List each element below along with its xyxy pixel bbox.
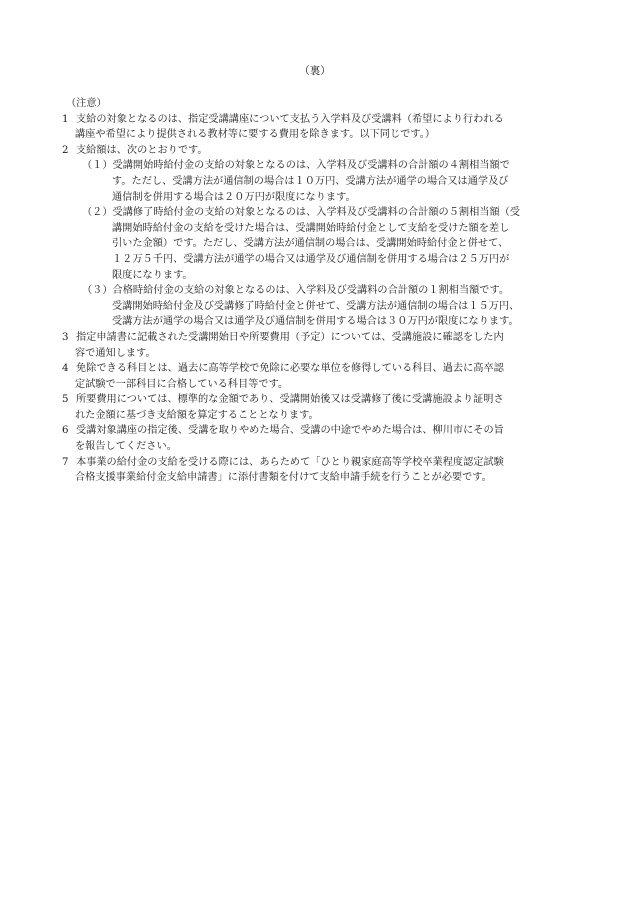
sub-item-text: １２万５千円、受講方法が通学の場合又は通学及び通信制を併用する場合は２５万円が — [112, 253, 510, 265]
note-item-5 — [62, 392, 572, 423]
sub-item-text: （１）受講開始時給付金の支給の対象となるのは、入学料及び受講料の合計額の４割相当額で — [82, 160, 510, 172]
note-item-7 — [62, 455, 572, 486]
note-number: 4 — [62, 363, 69, 375]
note-number: 6 — [62, 425, 69, 437]
note-item-4 — [62, 361, 572, 392]
note-text: 本事業の給付金の支給を受ける際には、あらためて「ひとり親家庭高等学校卒業程度認定試験 — [76, 456, 504, 468]
sub-item-text: 講開始時給付金の支給を受けた場合は、受講開始時給付金として支給を受けた額を差し — [112, 222, 510, 234]
note-text: 所要費用については、標準的な金額であり、受講開始後又は受講修了後に受講施設より証明さ — [76, 394, 504, 406]
note-number: 7 — [62, 456, 69, 468]
note-text: を報告してください。 — [75, 441, 177, 453]
sub-item-text: 引いた金額）です。ただし、受講方法が通信制の場合は、受講開始時給付金と併せて、 — [112, 238, 509, 250]
sub-item-2 — [62, 205, 572, 283]
note-text: 講座や希望により提供される教材等に要する費用を除きます。以下同じです。） — [75, 129, 436, 141]
sub-item-text: す。ただし、受講方法が通信制の場合は１０万円、受講方法が通学の場合又は通学及び — [112, 175, 509, 187]
note-text: 合格支援事業給付金支給申請書」に添付書類を付けて支給申請手続を行うことが必要です。 — [75, 472, 492, 484]
note-item-1 — [62, 112, 572, 143]
sub-item-3 — [62, 283, 572, 330]
sub-item-text: （３）合格時給付金の支給の対象となるのは、入学料及び受講料の合計額の１割相当額です。 — [82, 285, 510, 297]
note-text: 支給額は、次のとおりです。 — [76, 144, 208, 156]
note-text: 免除できる科目とは、過去に高等学校で免除に必要な単位を修得している科目、過去に高卒認 — [76, 363, 504, 375]
sub-item-text: 受講方法が通学の場合又は通学及び通信制を併用する場合は３０万円が限度になります。 — [112, 316, 519, 328]
note-number: 1 — [62, 113, 69, 125]
note-text: 受講対象講座の指定後、受講を取りやめた場合、受講の中途でやめた場合は、柳川市にその旨 — [76, 425, 504, 437]
sub-item-text: 受講開始時給付金及び受講修了時給付金と併せて、受講方法が通信制の場合は１５万円、 — [112, 300, 520, 312]
notes-section — [62, 96, 572, 486]
note-text: 容で通知します。 — [75, 347, 156, 359]
note-text: 指定申請書に記載された受講開始日や所要費用（予定）については、受講施設に確認をした内 — [76, 331, 504, 343]
sub-item-text: 通信制を併用する場合は２０万円が限度になります。 — [112, 191, 356, 203]
note-number: 2 — [62, 144, 69, 156]
note-text: 支給の対象となるのは、指定受講講座について支払う入学料及び受講料（希望により行われる — [76, 113, 504, 125]
note-text: 定試験で一部科目に合格している科目等です。 — [75, 378, 289, 390]
sub-item-1 — [62, 158, 572, 205]
notes-heading: （注意） — [66, 98, 107, 109]
page-side-label: （裏） — [299, 65, 331, 77]
sub-item-text: 限度になります。 — [112, 269, 193, 281]
note-text: れた金額に基づき支給額を算定することとなります。 — [75, 409, 319, 421]
sub-item-text: （２）受講修了時給付金の支給の対象となるのは、入学料及び受講料の合計額の５割相当額（受 — [82, 207, 521, 219]
note-item-2 — [62, 143, 572, 330]
note-number: 5 — [62, 394, 69, 406]
note-number: 3 — [62, 331, 69, 343]
note-item-3 — [62, 330, 572, 361]
note-item-6 — [62, 423, 572, 454]
